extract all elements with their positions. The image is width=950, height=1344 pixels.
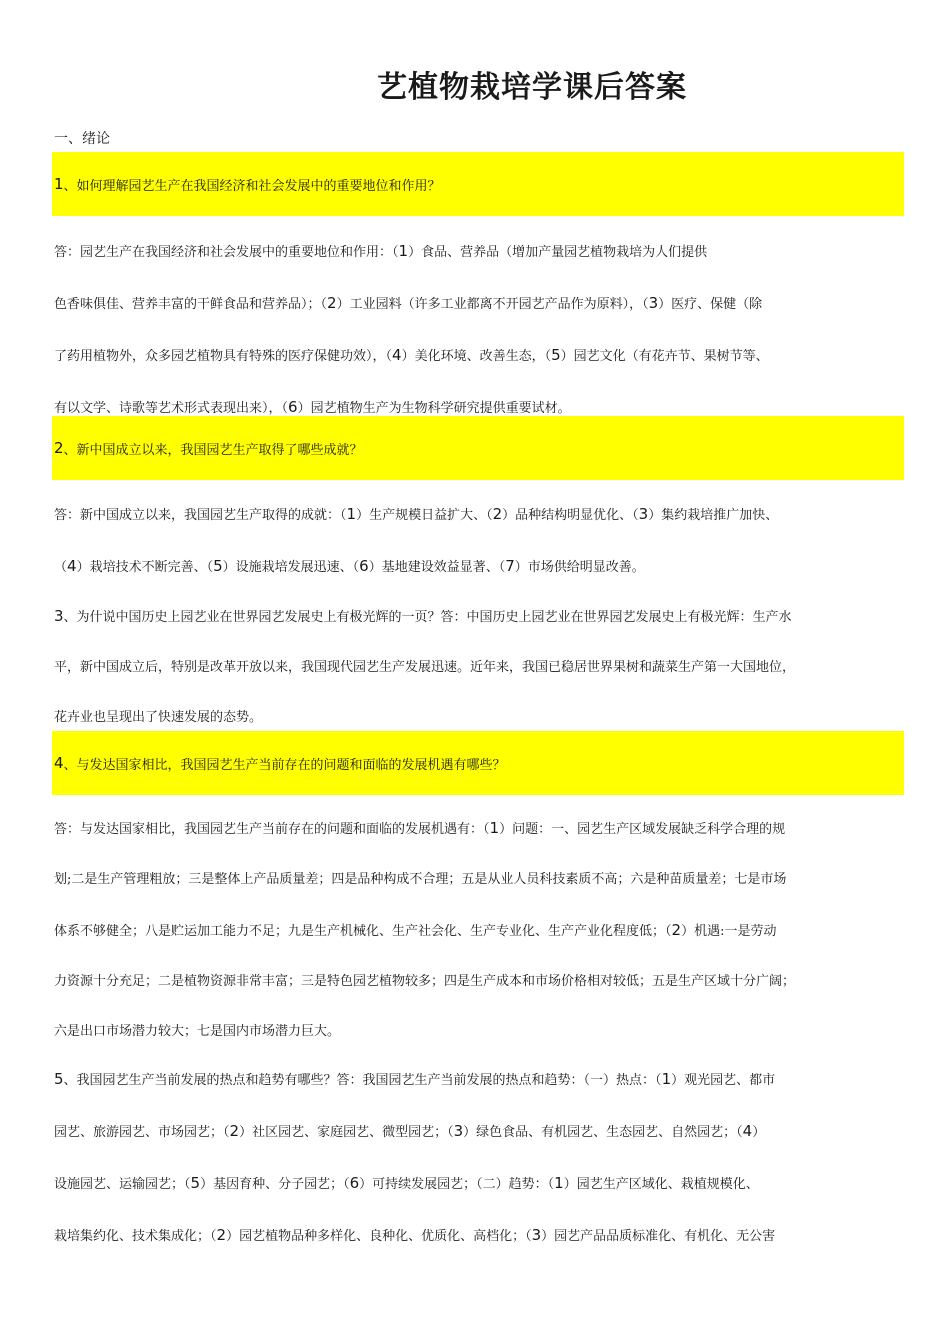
question-3-line: 花卉业也呈现出了快速发展的态势。 [54,710,263,725]
question-5-line: 园艺、旅游园艺、市场园艺；（2）社区园艺、家庭园艺、微型园艺；（3）绿色食品、有机园艺、生态园艺、自然园艺；（4） [54,1122,766,1140]
question-2-number: 2 [54,439,64,457]
question-2-highlight [52,416,904,480]
answer-1-line: 有以文学、诗歌等艺术形式表现出来），（6）园艺植物生产为生物科学研究提供重要试材。 [54,398,571,416]
question-3-line: 3、为什说中国历史上园艺业在世界园艺发展史上有极光辉的一页？答：中国历史上园艺业在世界园艺发展史上有极光辉：生产水 [54,607,792,625]
answer-4 [54,803,904,1057]
question-2-text: 、新中国成立以来，我国园艺生产取得了哪些成就？ [63,442,363,458]
question-4-text: 、与发达国家相比，我国园艺生产当前存在的问题和面临的发展机遇有哪些？ [63,757,506,773]
answer-1 [54,226,904,434]
page-title: 艺植物栽培学课后答案 [377,70,687,105]
answer-1-line: 答：园艺生产在我国经济和社会发展中的重要地位和作用：（1）食品、营养品（增加产量园艺植物栽培为人们提供 [54,242,708,260]
question-4-highlight [52,731,904,795]
answer-4-line: 力资源十分充足；二是植物资源非常丰富；三是特色园艺植物较多；四是生产成本和市场价格相对较低；五是生产区域十分广阔； [54,974,796,989]
question-3-line: 平，新中国成立后，特别是改革开放以来，我国现代园艺生产发展迅速。近年来，我国已稳居世界果树和蔬菜生产第一大国地位， [54,660,796,675]
answer-2 [54,489,904,593]
question-4-number: 4 [54,754,64,772]
question-5-paragraph [54,1054,904,1262]
answer-1-line: 了药用植物外，众多园艺植物具有特殊的医疗保健功效），（4）美化环境、改善生态，（5）园艺文化（有花卉节、果树节等、 [54,346,769,364]
answer-4-line: 六是出口市场潜力较大；七是国内市场潜力巨大。 [54,1024,341,1039]
question-5-line: 栽培集约化、技术集成化；（2）园艺植物品种多样化、良种化、优质化、高档化；（3）园艺产品品质标准化、有机化、无公害 [54,1226,776,1244]
question-5-line: 5、我国园艺生产当前发展的热点和趋势有哪些？答：我国园艺生产当前发展的热点和趋势：（一）热点：（1）观光园艺、都市 [54,1070,776,1088]
answer-1-line: 色香味俱佳、营养丰富的干鲜食品和营养品）；（2）工业园料（许多工业都离不开园艺产品作为原料），（3）医疗、保健（除 [54,294,763,312]
question-3-paragraph [54,591,904,743]
answer-2-line: 答：新中国成立以来，我国园艺生产取得的成就：（1）生产规模日益扩大、（2）品种结构明显优化、（3）集约栽培推广加快、 [54,505,779,523]
answer-4-line: 体系不够健全；八是贮运加工能力不足；九是生产机械化、生产社会化、生产专业化、生产产业化程度低；（2）机遇:一是劳动 [54,921,777,939]
answer-4-line: 答：与发达国家相比，我国园艺生产当前存在的问题和面临的发展机遇有：（1）问题：一、园艺生产区域发展缺乏科学合理的规 [54,819,786,837]
question-5-line: 设施园艺、运输园艺；（5）基因育种、分子园艺；（6）可持续发展园艺；（二）趋势：（1）园艺生产区域化、栽植规模化、 [54,1174,759,1192]
answer-2-line: （4）栽培技术不断完善、（5）设施栽培发展迅速、（6）基地建设效益显著、（7）市场供给明显改善。 [54,557,645,575]
question-1-highlight [52,152,904,216]
section-heading: 一、绪论 [54,131,110,147]
question-1-text: 、如何理解园艺生产在我国经济和社会发展中的重要地位和作用？ [63,178,441,194]
answer-4-line: 划;二是生产管理粗放；三是整体上产品质量差；四是品种构成不合理；五是从业人员科技素质不高；六是种苗质量差；七是市场 [54,872,787,887]
question-1-number: 1 [54,175,64,193]
